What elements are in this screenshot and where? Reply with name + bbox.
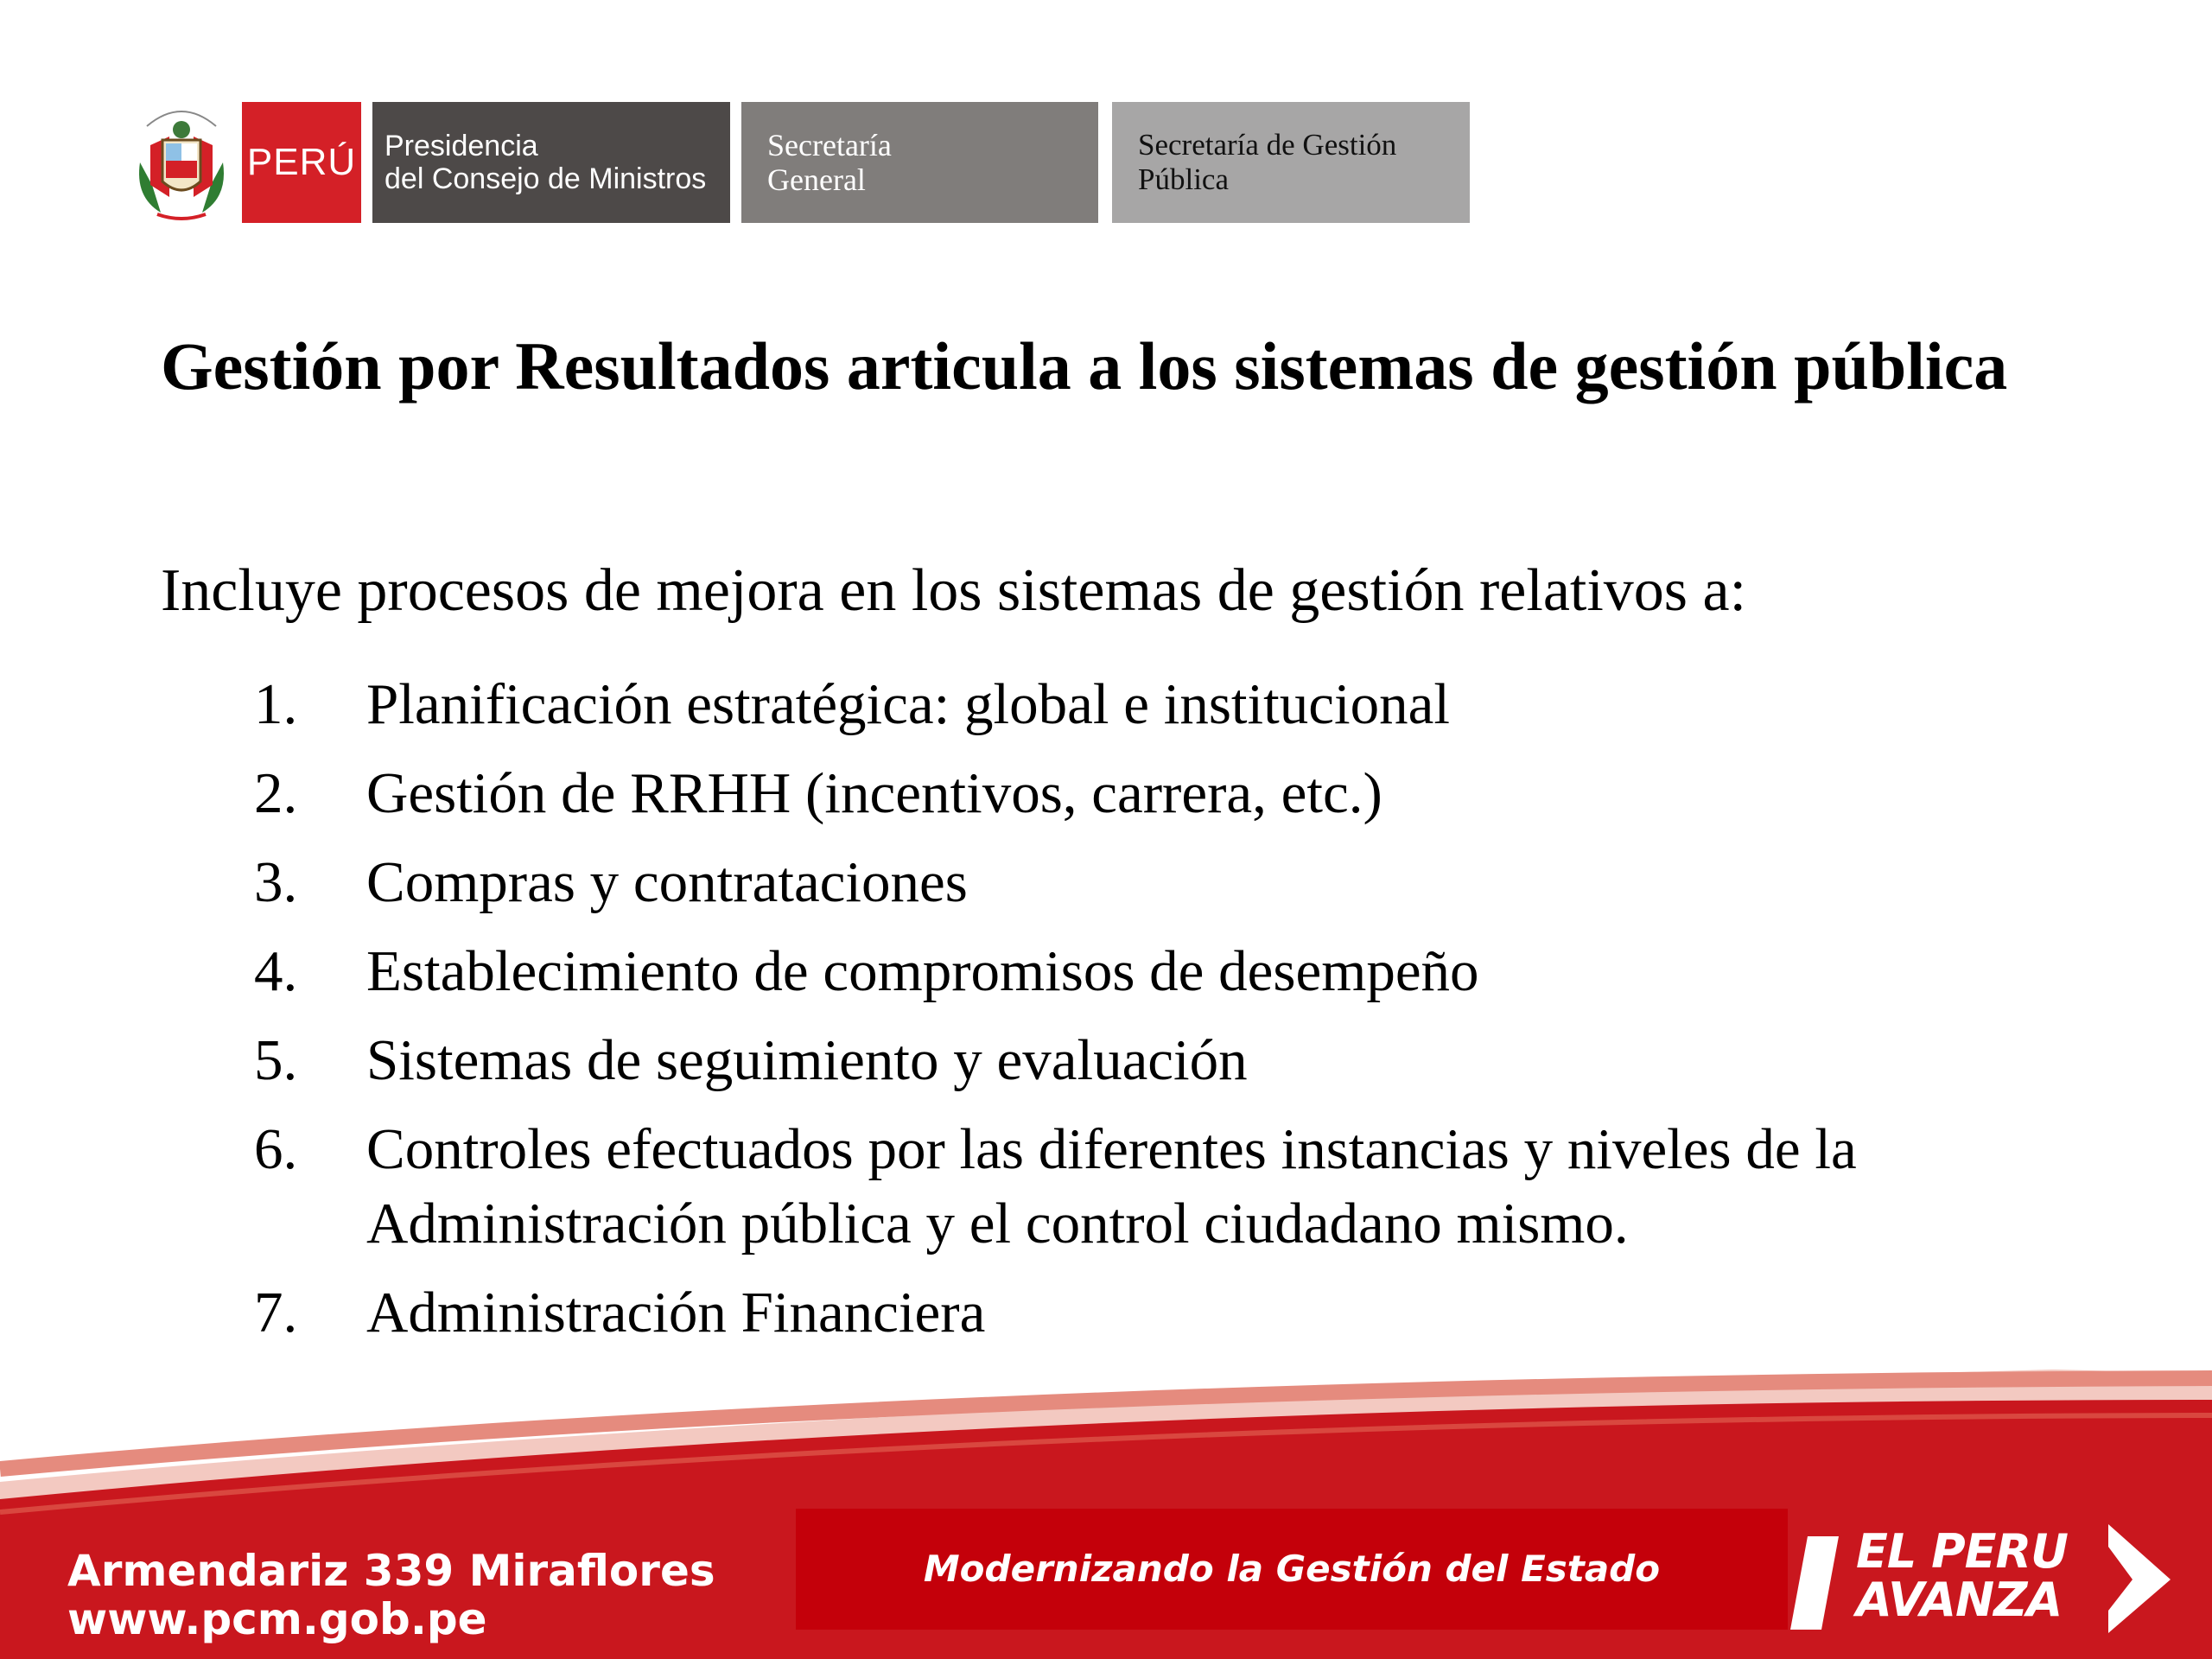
list-text: Planificación estratégica: global e institucional: [366, 672, 1450, 736]
systems-list: [254, 667, 2069, 1364]
list-text: Administración Financiera: [366, 1281, 986, 1344]
list-item: [254, 934, 2069, 1008]
list-text: Gestión de RRHH (incentivos, carrera, etc.): [366, 761, 1382, 825]
secretaria-general-line-1: Secretaría: [767, 128, 892, 162]
list-text: Controles efectuados por las diferentes instancias y niveles de la Administración pública y el control ciudadano mismo.: [366, 1117, 1857, 1255]
list-item: [254, 845, 2069, 919]
list-item: [254, 756, 2069, 830]
list-number: 6.: [254, 1117, 298, 1181]
secretaria-general-line-2: General: [767, 162, 866, 197]
list-number: 5.: [254, 1028, 298, 1092]
list-number: 4.: [254, 939, 298, 1003]
address-line-2: www.pcm.gob.pe: [67, 1594, 487, 1644]
pcm-line-1: Presidencia: [385, 130, 538, 162]
secretaria-gestion-publica-logo: [1112, 102, 1470, 223]
secretaria-gestion-line-2: Pública: [1138, 162, 1229, 196]
list-number: 1.: [254, 672, 298, 736]
pcm-line-2: del Consejo de Ministros: [385, 162, 707, 195]
slide-title: Gestión por Resultados articula a los sistemas de gestión pública: [161, 328, 2008, 404]
list-number: 3.: [254, 850, 298, 914]
pcm-logo: [372, 102, 730, 223]
list-item: [254, 667, 2069, 741]
brand-line-1: EL PERU: [1856, 1524, 2068, 1579]
secretaria-general-logo: [741, 102, 1098, 223]
list-item: [254, 1275, 2069, 1350]
list-number: 7.: [254, 1281, 298, 1344]
brand-line-2: AVANZA: [1856, 1573, 2063, 1627]
address-line-1: Armendariz 339 Miraflores: [67, 1546, 715, 1596]
peru-label: PERÚ: [242, 102, 361, 223]
list-text: Compras y contrataciones: [366, 850, 968, 914]
intro-text: Incluye procesos de mejora en los sistemas de gestión relativos a:: [161, 557, 1747, 624]
list-item: [254, 1023, 2069, 1097]
list-number: 2.: [254, 761, 298, 825]
list-text: Establecimiento de compromisos de desempeño: [366, 939, 1479, 1003]
slogan-banner: [796, 1509, 1788, 1630]
list-item: [254, 1112, 2069, 1261]
slogan-text: Modernizando la Gestión del Estado: [923, 1548, 1661, 1590]
el-peru-avanza-logo: [1856, 1524, 2068, 1627]
secretaria-gestion-line-1: Secretaría de Gestión: [1138, 128, 1397, 162]
footer-address: [67, 1547, 715, 1643]
list-text: Sistemas de seguimiento y evaluación: [366, 1028, 1248, 1092]
peru-coat-of-arms-icon: [135, 102, 228, 223]
